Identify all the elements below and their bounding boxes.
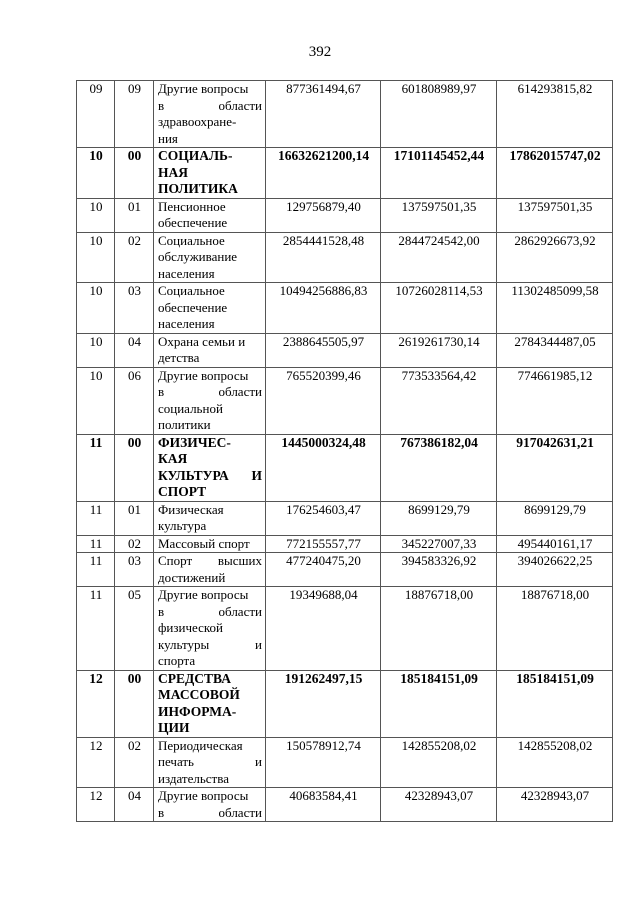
value-year-2: 601808989,97	[381, 81, 497, 148]
item-name-line: Другие вопросы	[158, 587, 249, 602]
subsection-code: 01	[115, 501, 154, 535]
table-row	[77, 333, 613, 367]
section-total-row	[77, 670, 613, 737]
item-name-line: физической	[158, 620, 223, 635]
item-name-line: ИНФОРМА-	[158, 703, 237, 719]
item-name	[154, 788, 266, 822]
section-code: 10	[77, 283, 115, 334]
value-year-3: 2784344487,05	[497, 333, 613, 367]
item-name-line: в области	[158, 384, 262, 399]
item-name-line: культуры и	[158, 636, 262, 652]
value-year-3: 2862926673,92	[497, 232, 613, 283]
value-year-1: 772155557,77	[266, 535, 381, 553]
item-name	[154, 198, 266, 232]
section-code: 12	[77, 788, 115, 822]
value-year-2: 767386182,04	[381, 434, 497, 501]
value-year-3: 137597501,35	[497, 198, 613, 232]
table-row	[77, 535, 613, 553]
item-name-line: Другие вопросы	[158, 81, 249, 96]
item-name-line: МАССОВОЙ	[158, 687, 240, 702]
value-year-2: 142855208,02	[381, 737, 497, 788]
table-row	[77, 283, 613, 334]
item-name-line: СРЕДСТВА	[158, 670, 231, 686]
item-name-line: населения	[158, 265, 215, 281]
item-name	[154, 367, 266, 434]
item-name-line: Социальное	[158, 232, 225, 248]
section-code: 10	[77, 232, 115, 283]
subsection-code: 02	[115, 535, 154, 553]
value-year-1: 2388645505,97	[266, 333, 381, 367]
item-name-line: в области	[158, 603, 262, 619]
item-name-line: здравоохране-	[158, 114, 237, 129]
section-code: 12	[77, 737, 115, 788]
item-name-line: СПОРТ	[158, 484, 207, 499]
table-row	[77, 737, 613, 788]
budget-table	[76, 80, 613, 822]
subsection-code: 03	[115, 283, 154, 334]
subsection-code: 09	[115, 81, 154, 148]
item-name	[154, 501, 266, 535]
item-name-line: Другие вопросы	[158, 788, 249, 803]
value-year-1: 477240475,20	[266, 553, 381, 587]
item-name	[154, 333, 266, 367]
value-year-2: 185184151,09	[381, 670, 497, 737]
item-name-line: спорта	[158, 653, 196, 668]
table-row	[77, 81, 613, 148]
subsection-code: 05	[115, 587, 154, 671]
section-code: 11	[77, 535, 115, 553]
section-code: 12	[77, 670, 115, 737]
item-name-line: Пенсионное	[158, 198, 226, 214]
value-year-1: 877361494,67	[266, 81, 381, 148]
item-name	[154, 232, 266, 283]
subsection-code: 02	[115, 737, 154, 788]
item-name-line: Другие вопросы	[158, 367, 249, 383]
item-name	[154, 670, 266, 737]
item-name-line: СОЦИАЛЬ-	[158, 148, 233, 163]
value-year-1: 176254603,47	[266, 501, 381, 535]
item-name-line: Социальное	[158, 283, 225, 298]
value-year-2: 2619261730,14	[381, 333, 497, 367]
value-year-1: 16632621200,14	[266, 148, 381, 199]
item-name-line: Периодическая	[158, 737, 243, 753]
value-year-2: 18876718,00	[381, 587, 497, 671]
section-code: 10	[77, 367, 115, 434]
item-name	[154, 283, 266, 334]
section-code: 11	[77, 434, 115, 501]
item-name-line: обслуживание	[158, 249, 238, 264]
item-name-line: в области	[158, 97, 262, 113]
table-row	[77, 553, 613, 587]
section-code: 10	[77, 333, 115, 367]
value-year-1: 10494256886,83	[266, 283, 381, 334]
page-number: 392	[308, 44, 332, 60]
subsection-code: 00	[115, 434, 154, 501]
item-name	[154, 81, 266, 148]
item-name-line: социальной	[158, 400, 223, 416]
item-name-line: достижений	[158, 569, 226, 585]
value-year-1: 191262497,15	[266, 670, 381, 737]
subsection-code: 04	[115, 333, 154, 367]
item-name-line: КАЯ	[158, 451, 188, 466]
item-name-line: обеспечение	[158, 299, 228, 315]
value-year-3: 614293815,82	[497, 81, 613, 148]
value-year-2: 17101145452,44	[381, 148, 497, 199]
value-year-3: 917042631,21	[497, 434, 613, 501]
section-total-row	[77, 434, 613, 501]
section-code: 10	[77, 148, 115, 199]
value-year-1: 1445000324,48	[266, 434, 381, 501]
section-code: 11	[77, 553, 115, 587]
item-name-line: ПОЛИТИКА	[158, 181, 238, 196]
item-name	[154, 587, 266, 671]
value-year-1: 2854441528,48	[266, 232, 381, 283]
item-name	[154, 434, 266, 501]
item-name-line: в области	[158, 804, 262, 820]
subsection-code: 03	[115, 553, 154, 587]
item-name-line: печать и	[158, 754, 262, 769]
value-year-3: 142855208,02	[497, 737, 613, 788]
item-name	[154, 737, 266, 788]
section-code: 09	[77, 81, 115, 148]
value-year-3: 185184151,09	[497, 670, 613, 737]
item-name-line: детства	[158, 350, 200, 365]
item-name-line: ЦИИ	[158, 720, 190, 735]
item-name-line: НАЯ	[158, 164, 188, 180]
item-name-line: населения	[158, 316, 215, 331]
section-code: 11	[77, 501, 115, 535]
item-name	[154, 535, 266, 553]
value-year-1: 40683584,41	[266, 788, 381, 822]
item-name	[154, 148, 266, 199]
item-name-line: политики	[158, 417, 211, 432]
table-row	[77, 367, 613, 434]
value-year-1: 150578912,74	[266, 737, 381, 788]
value-year-2: 42328943,07	[381, 788, 497, 822]
value-year-1: 765520399,46	[266, 367, 381, 434]
table-row	[77, 587, 613, 671]
value-year-3: 774661985,12	[497, 367, 613, 434]
subsection-code: 02	[115, 232, 154, 283]
value-year-2: 137597501,35	[381, 198, 497, 232]
value-year-3: 11302485099,58	[497, 283, 613, 334]
item-name-line: Спорт высших	[158, 553, 262, 568]
subsection-code: 04	[115, 788, 154, 822]
subsection-code: 00	[115, 670, 154, 737]
value-year-2: 8699129,79	[381, 501, 497, 535]
table-row	[77, 198, 613, 232]
item-name-line: ФИЗИЧЕС-	[158, 434, 231, 450]
table-row	[77, 232, 613, 283]
subsection-code: 00	[115, 148, 154, 199]
value-year-2: 394583326,92	[381, 553, 497, 587]
table-row	[77, 788, 613, 822]
value-year-1: 19349688,04	[266, 587, 381, 671]
item-name-line: Массовый спорт	[158, 535, 250, 551]
value-year-3: 18876718,00	[497, 587, 613, 671]
item-name-line: издательства	[158, 770, 229, 786]
value-year-2: 10726028114,53	[381, 283, 497, 334]
table-row	[77, 501, 613, 535]
item-name	[154, 553, 266, 587]
value-year-3: 394026622,25	[497, 553, 613, 587]
item-name-line: ния	[158, 130, 178, 146]
section-total-row	[77, 148, 613, 199]
item-name-line: культура	[158, 518, 207, 533]
value-year-3: 42328943,07	[497, 788, 613, 822]
value-year-2: 2844724542,00	[381, 232, 497, 283]
value-year-3: 495440161,17	[497, 535, 613, 553]
value-year-3: 17862015747,02	[497, 148, 613, 199]
section-code: 10	[77, 198, 115, 232]
section-code: 11	[77, 587, 115, 671]
item-name-line: Физическая	[158, 501, 224, 517]
subsection-code: 06	[115, 367, 154, 434]
value-year-3: 8699129,79	[497, 501, 613, 535]
value-year-2: 345227007,33	[381, 535, 497, 553]
item-name-line: КУЛЬТУРА И	[158, 467, 262, 483]
subsection-code: 01	[115, 198, 154, 232]
item-name-line: обеспечение	[158, 215, 228, 230]
value-year-1: 129756879,40	[266, 198, 381, 232]
budget-table-body	[77, 81, 613, 822]
value-year-2: 773533564,42	[381, 367, 497, 434]
item-name-line: Охрана семьи и	[158, 333, 246, 349]
